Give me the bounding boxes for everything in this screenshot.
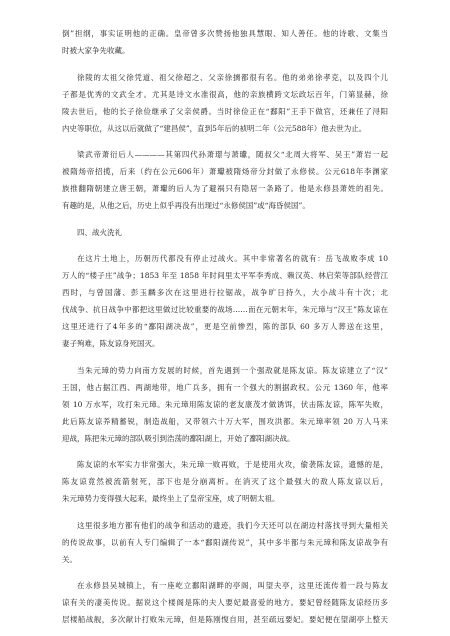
text-line: 西时，与曾国藩、彭玉麟多次在这里进行拉锯战，战争旷日持久，大小战斗有十次；北: [62, 288, 388, 297]
section-heading: 四、战火洗礼: [77, 227, 122, 237]
text-line: 族推翻隋朝建立唐王朝，萧瓛的后人为了避祸只有隐居一条路了。他是永修县萧姓的祖先。: [62, 184, 388, 193]
paragraph-8: [62, 577, 388, 628]
text-line: 关。: [62, 554, 77, 564]
paragraph-2: [62, 69, 388, 137]
text-line: 领 10 万水军，攻打朱元璋。朱元璋用陈友谅的老友康茂才做诱饵，伏击陈友谅，陈军失败，: [62, 399, 388, 409]
text-line: 梁武帝萧衍后人————其第四代孙萧璟与萧瓛，随叔父“北周大将军、吴王”萧岩一起: [77, 150, 388, 159]
text-line: 妻子殉难，陈友谅身死国灭。: [62, 339, 160, 348]
text-line: 这里很多地方都有他们的战争和活动的遗迹，我们今天还可以在湖边村落找寻到大量相关: [77, 520, 388, 530]
text-line: 有趣的是，从他之后，历史上似乎再没有出现过“永修侯国”或“海昏侯国”。: [62, 201, 310, 210]
text-line: 迎战，陈把朱元璋的部队吸引到浩荡的鄱阳湖上，开始了鄱阳湖决战。: [62, 433, 295, 443]
text-line: 陈友谅的水军实力非常强大，朱元璋一败再败，于是使用火攻，偷袭陈友谅，遗憾的是，: [77, 460, 388, 469]
paragraph-6: [62, 456, 388, 507]
text-line: 此后陈友谅养精蓄锐，制造战船，又带领六十万大军，围攻洪都。朱元璋率领 20 万人马来: [62, 416, 388, 426]
text-line: 王国，他占据江西、两湖地带，地广兵多，拥有一个强大的割据政权。公元 1360 年，他率: [62, 382, 388, 392]
paragraph-1: [62, 25, 388, 59]
text-line: 徐陵的太祖父徐凭道、祖父徐超之、父亲徐摛都很有名。他的弟弟徐孝克，以及四个儿: [77, 72, 388, 82]
text-line: 倒”担纲，事实证明他的正确。皇帝曾多次赞扬他独具慧眼、知人善任。他的诗歌、文集当: [62, 29, 388, 38]
text-line: 的传说故事，以前有人专门编辑了一本“鄱阳湖传说”，其中多半都与朱元璋和陈友谅战争有: [62, 537, 388, 547]
paragraph-5: [62, 362, 388, 447]
paragraph-7: [62, 517, 388, 568]
text-column: [62, 25, 388, 628]
text-line: 朱元璋势力变得强大起来，最终坐上了皇帝宝座，成了明朝太祖。: [62, 494, 280, 503]
text-line: 在永修县吴城镇上，有一座屹立鄱阳湖畔的亭阁，叫望夫亭，这里还流传着一段与陈友: [77, 581, 388, 590]
paragraph-3: [62, 146, 388, 214]
text-line: 陵去世后，他的长子徐俭继承了父亲侯爵。当时徐俭正在“鄱阳”王手下做官，还兼任了浔阳: [62, 106, 388, 116]
text-line: 这里还进行了4年多的“鄱阳湖决战”，更是空前惨烈，陈的部队 60 多万人葬送在这里，: [62, 322, 388, 331]
text-line: 当朱元璋的势力向南方发展的时候，首先遇到一个强敌就是陈友谅。陈友谅建立了“汉”: [77, 365, 388, 375]
text-line: 万人的“楼子庄”战争；1853 年至 1858 年时间里太平军李秀成、赖汉英、林启荣等部队经营江: [62, 271, 388, 280]
text-line: 被隋炀帝招揽，后来（约在公元606年）萧瓛被隋炀帝分封做了永修侯。公元618年李渊家: [62, 167, 388, 176]
text-line: 时被大家争先收藏。: [62, 46, 130, 55]
text-line: 在这片土地上，历朝历代都没有停止过战火。其中非常著名的就有：岳飞战败李成 10: [77, 254, 388, 263]
text-line: 内史等职位，从这以后就做了“建昌侯”，直到5年后的祯明二年（公元588年）他去世为止。: [62, 123, 367, 133]
text-line: 伐战争、抗日战争中都把这里做过比较重要的战场……而在元朝末年，朱元璋与“汉王”陈友谅在: [62, 305, 388, 314]
text-line: 子都是优秀的文武全才。尤其是诗文水准很高，他的亲族横跨文坛政坛百年，门第显赫，徐: [62, 89, 388, 99]
paragraph-4: [62, 250, 388, 352]
text-line: 层楼船战舰，多次献计打败朱元璋，但是陈刚愎自用，甚至疏远要妃。要妃便在望湖亭上整天: [62, 615, 388, 624]
text-line: 谅有关的凄美传说。据说这个楼阁是陈的夫人要妃最喜爱的地方。要妃曾经随陈友谅经历多: [62, 598, 388, 607]
text-line: 陈友谅竟然被流箭射死，部下也是分崩离析。在消灭了这个最强大的敌人陈友谅以后，: [62, 477, 388, 486]
section-heading-block: [62, 224, 388, 241]
